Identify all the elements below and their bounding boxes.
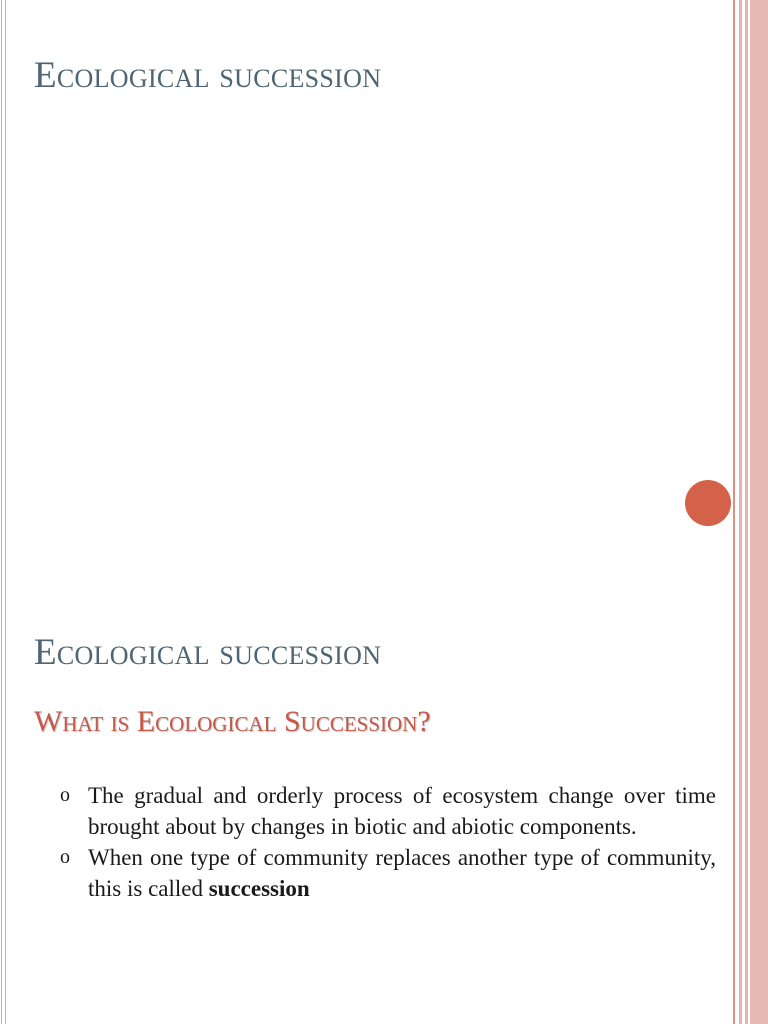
bullet-list [60,780,716,904]
left-border-line [1,0,2,1024]
slide-1-title: Ecological succession [34,55,382,96]
bullet-marker-icon: o [60,846,70,868]
bullet-emphasis: succession [208,876,310,901]
bullet-marker-icon: o [60,784,70,806]
bullet-item [60,842,716,904]
bullet-item [60,780,716,842]
slide-2-title: Ecological succession [34,632,382,673]
slide-2-subtitle: What is Ecological Succession? [34,705,431,738]
stripe [750,0,768,1024]
bullet-text: When one type of community replaces another type of community, this is called [88,845,716,901]
stripe [733,0,735,1024]
stripe [745,0,748,1024]
bullet-text: The gradual and orderly process of ecosystem change over time brought about by changes in biotic and abiotic components. [88,783,716,839]
stripe [739,0,742,1024]
slide-divider-dot [685,480,731,526]
right-decorative-border [733,0,768,1024]
left-border-line-inner [5,0,6,1024]
